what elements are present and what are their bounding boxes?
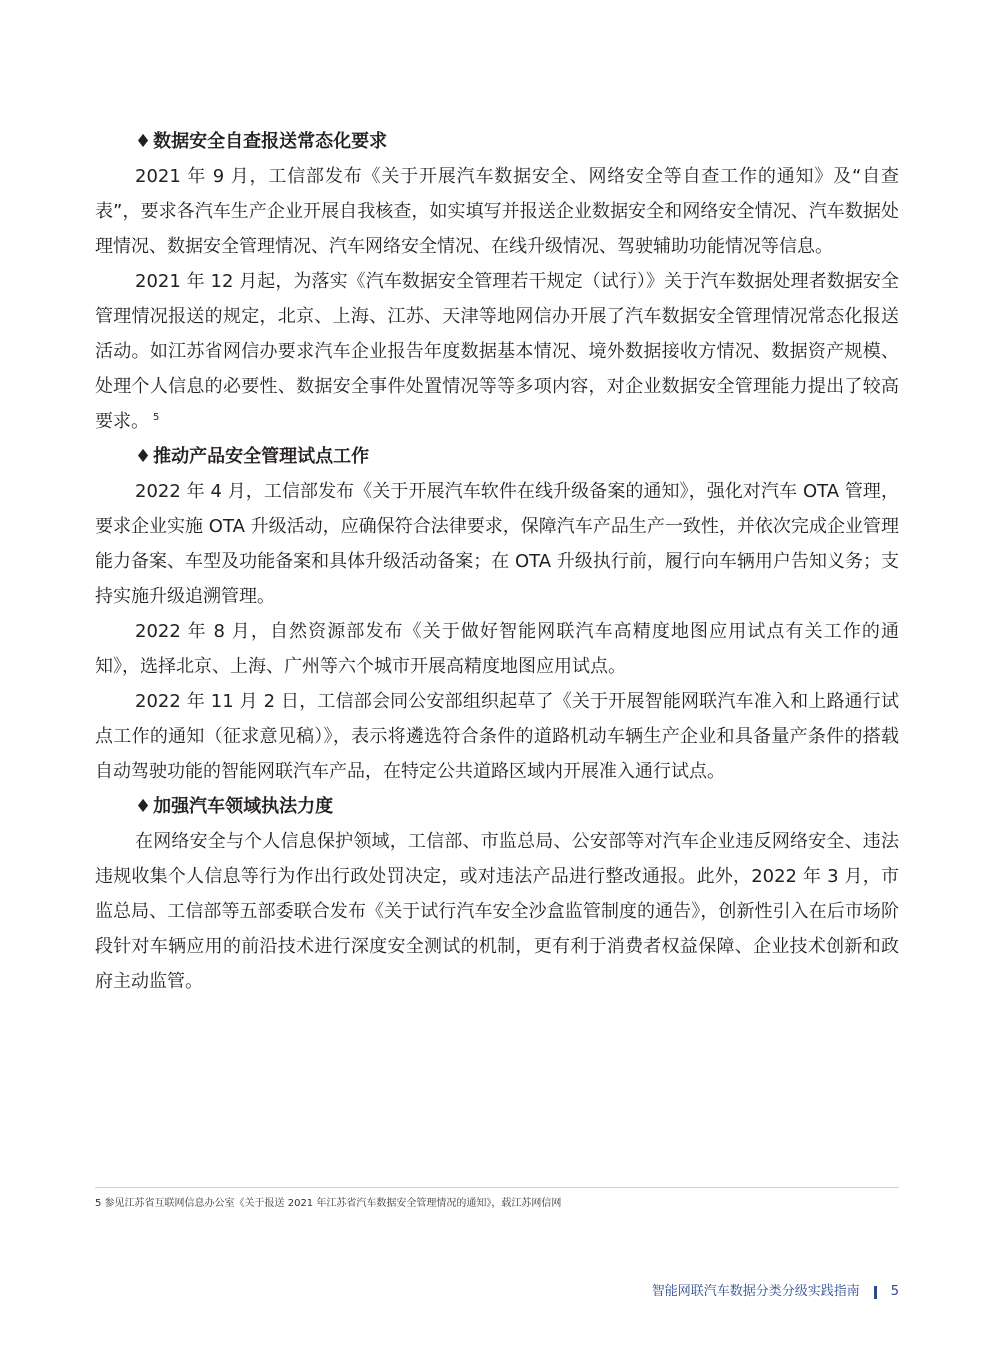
- paragraph: [95, 824, 899, 999]
- paragraph-text: 2022 年 11 月 2 日，工信部会同公安部组织起草了《关于开展智能网联汽车准入和上路通行试点工作的通知（征求意见稿）》，表示将遴选符合条件的道路机动车辆生产企业和具备量产条件的搭载自动驾驶功能的智能网联汽车产品，在特定公共道路区域内开展准入通行试点。: [95, 691, 899, 782]
- paragraph: [95, 684, 899, 789]
- diamond-bullet-icon: ♦: [135, 446, 152, 467]
- paragraph-text: 在网络安全与个人信息保护领域，工信部、市监总局、公安部等对汽车企业违反网络安全、违法违规收集个人信息等行为作出行政处罚决定，或对违法产品进行整改通报。此外，2022 年 3 月，市监总局、工信部等五部委联合发布《关于试行汽车安全沙盒监管制度的通告》，创新性引入在后市场阶段针对车辆应用的前沿技术进行深度安全测试的机制，更有利于消费者权益保障、企业技术创新和政府主动监管。: [95, 831, 899, 992]
- footer-title: 智能网联汽车数据分类分级实践指南: [651, 1284, 860, 1299]
- section-heading: [95, 124, 899, 159]
- footnote: 5 参见江苏省互联网信息办公室《关于报送 2021 年江苏省汽车数据安全管理情况的通知》，载江苏网信网: [95, 1198, 562, 1209]
- paragraph: [95, 264, 899, 439]
- section-heading: [95, 789, 899, 824]
- diamond-bullet-icon: ♦: [135, 131, 152, 152]
- paragraph-text: 2022 年 4 月，工信部发布《关于开展汽车软件在线升级备案的通知》，强化对汽车 OTA 管理，要求企业实施 OTA 升级活动，应确保符合法律要求，保障汽车产品生产一致性，并依次完成企业管理能力备案、车型及功能备案和具体升级活动备案；在 OTA 升级执行前，履行向车辆用户告知义务；支持实施升级追溯管理。: [95, 481, 899, 607]
- footnote-reference[interactable]: 5: [153, 412, 160, 423]
- footnote-divider: [95, 1187, 899, 1188]
- section-heading-text: 数据安全自查报送常态化要求: [153, 131, 388, 152]
- section-heading: [95, 439, 899, 474]
- paragraph: [95, 474, 899, 614]
- paragraph-text: 2021 年 12 月起，为落实《汽车数据安全管理若干规定（试行）》关于汽车数据处理者数据安全管理情况报送的规定，北京、上海、江苏、天津等地网信办开展了汽车数据安全管理情况常态化报送活动。如江苏省网信办要求汽车企业报告年度数据基本情况、境外数据接收方情况、数据资产规模、处理个人信息的必要性、数据安全事件处置情况等等多项内容，对企业数据安全管理能力提出了较高要求。: [95, 271, 899, 432]
- paragraph: [95, 159, 899, 264]
- section-heading-text: 推动产品安全管理试点工作: [153, 446, 370, 467]
- diamond-bullet-icon: ♦: [135, 796, 152, 817]
- paragraph: [95, 614, 899, 684]
- page-number: 5: [890, 1284, 899, 1299]
- footer-separator: [874, 1286, 877, 1299]
- paragraph-text: 2022 年 8 月，自然资源部发布《关于做好智能网联汽车高精度地图应用试点有关工作的通知》，选择北京、上海、广州等六个城市开展高精度地图应用试点。: [95, 621, 899, 677]
- page-footer: [652, 1282, 899, 1302]
- main-content: [95, 124, 899, 999]
- paragraph-text: 2021 年 9 月，工信部发布《关于开展汽车数据安全、网络安全等自查工作的通知》及“自查表”，要求各汽车生产企业开展自我核查，如实填写并报送企业数据安全和网络安全情况、汽车数据处理情况、数据安全管理情况、汽车网络安全情况、在线升级情况、驾驶辅助功能情况等信息。: [95, 166, 899, 257]
- section-heading-text: 加强汽车领域执法力度: [153, 796, 334, 817]
